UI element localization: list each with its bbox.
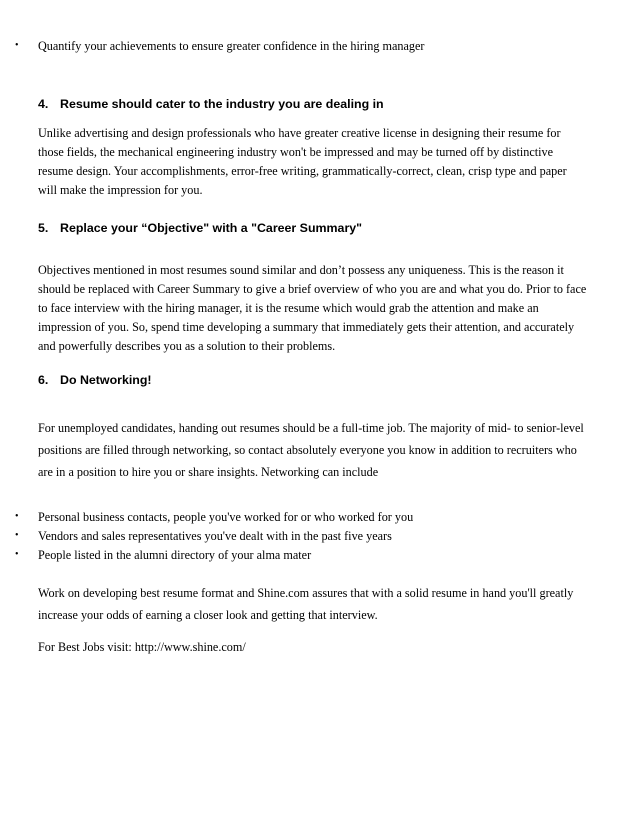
paragraph-line: will make the impression for you. xyxy=(38,183,203,197)
bullet-icon: • xyxy=(15,530,19,541)
bullet-text: People listed in the alumni directory of your alma mater xyxy=(38,548,312,562)
paragraph-line: positions are filled through networking, so contact absolutely everyone you know in addition to recruiters who xyxy=(38,443,577,457)
paragraph-line: Work on developing best resume format and Shine.com assures that with a solid resume in hand you'll greatly xyxy=(38,586,574,600)
bullet-text: Quantify your achievements to ensure greater confidence in the hiring manager xyxy=(38,39,425,53)
bullet-text: Personal business contacts, people you've worked for or who worked for you xyxy=(38,510,414,524)
section-number: 5. xyxy=(38,221,49,235)
paragraph-line: and powerfully describes you as a solution to their problems. xyxy=(38,339,336,353)
bullet-text: Vendors and sales representatives you've dealt with in the past five years xyxy=(38,529,392,543)
best-jobs-text: For Best Jobs visit: http://www.shine.com/ xyxy=(38,640,246,654)
paragraph-line: are in a position to hire you or share insights. Networking can include xyxy=(38,465,379,479)
section-5-heading xyxy=(38,220,362,236)
section-title: Do Networking! xyxy=(60,373,152,387)
closing-paragraph xyxy=(38,582,608,626)
section-6-paragraph xyxy=(38,417,608,483)
section-6-heading xyxy=(38,372,152,388)
bullet-icon: • xyxy=(15,549,19,560)
section-number: 6. xyxy=(38,373,49,387)
paragraph-line: to face interview with the hiring manager, it is the resume which would grab the attention and make an xyxy=(38,301,539,315)
bullet-icon: • xyxy=(15,40,19,51)
paragraph-line: those fields, the mechanical engineering industry won't be impressed and may be turned off by distinctive xyxy=(38,145,554,159)
section-number: 4. xyxy=(38,97,49,111)
paragraph-line: increase your odds of earning a closer look and getting that interview. xyxy=(38,608,378,622)
section-5-paragraph xyxy=(38,261,608,356)
paragraph-line: resume design. Your accomplishments, error-free writing, grammatically-correct, clean, crisp type and paper xyxy=(38,164,567,178)
section-4-heading xyxy=(38,96,384,112)
paragraph-line: Unlike advertising and design professionals who have greater creative license in designing their resume for xyxy=(38,126,561,140)
section-4-paragraph xyxy=(38,124,608,200)
paragraph-line: impression of you. So, spend time developing a summary that immediately gets their attention, and accurately xyxy=(38,320,575,334)
best-jobs-line xyxy=(38,636,608,658)
bullet-icon: • xyxy=(15,511,19,522)
section-title: Replace your “Objective" with a "Career Summary" xyxy=(60,221,363,235)
section-title: Resume should cater to the industry you are dealing in xyxy=(60,97,384,111)
paragraph-line: Objectives mentioned in most resumes sound similar and don’t possess any uniqueness. This is the reason it xyxy=(38,263,564,277)
paragraph-line: For unemployed candidates, handing out resumes should be a full-time job. The majority of mid- to senior-level xyxy=(38,421,584,435)
paragraph-line: should be replaced with Career Summary to give a brief overview of who you are and what you do. Prior to face xyxy=(38,282,587,296)
